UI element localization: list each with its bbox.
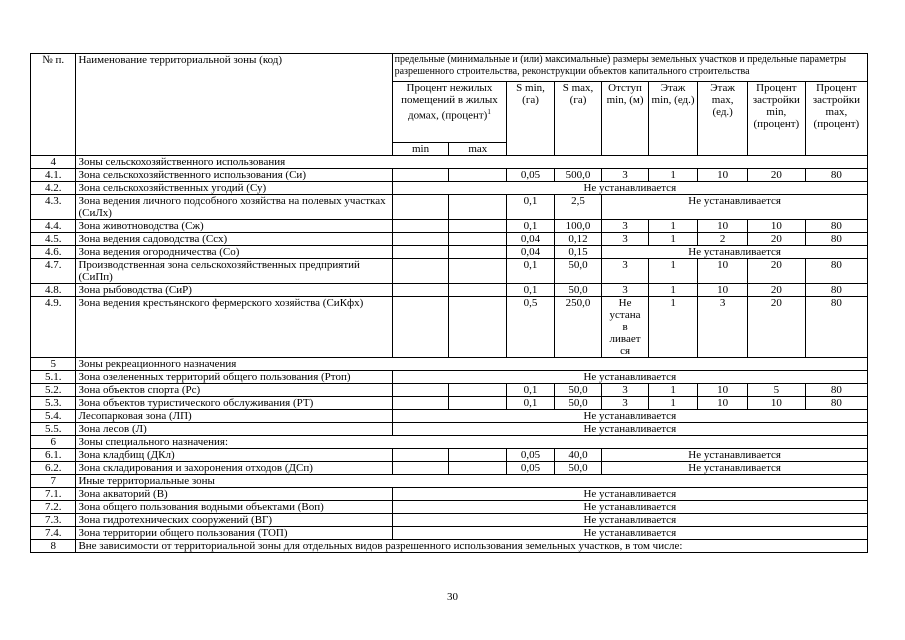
zone-name: Зона общего пользования водными объектами (Воп): [76, 501, 392, 514]
percent-nonres-min: [392, 169, 449, 182]
table-row: [31, 384, 868, 397]
setback-value: 3: [602, 284, 648, 297]
coverage-min-value: 20: [747, 259, 805, 284]
section-title: Иные территориальные зоны: [76, 475, 868, 488]
header-setback-min: Отступ min, (м): [602, 82, 648, 156]
setback-value: 3: [602, 169, 648, 182]
percent-nonres-max: [449, 284, 507, 297]
coverage-max-value: 80: [805, 169, 867, 182]
header-s-min: S min, (га): [507, 82, 555, 156]
setback-not-set: Не устанав ливает ся: [602, 297, 648, 358]
floors-min-value: 1: [648, 297, 698, 358]
percent-nonres-max: [449, 259, 507, 284]
percent-nonres-min: [392, 220, 449, 233]
s-max-value: 100,0: [554, 220, 602, 233]
zone-name: Зона объектов спорта (Рс): [76, 384, 392, 397]
zone-name: Зона сельскохозяйственного использования (Си): [76, 169, 392, 182]
floors-min-value: 1: [648, 220, 698, 233]
row-number: 4.5.: [31, 233, 76, 246]
floors-max-value: 10: [698, 384, 748, 397]
not-set-value: Не устанавливается: [392, 488, 867, 501]
percent-nonres-max: [449, 462, 507, 475]
zone-name: Зона сельскохозяйственных угодий (Су): [76, 182, 392, 195]
percent-nonres-max: [449, 384, 507, 397]
zone-name: Зона акваторий (В): [76, 488, 392, 501]
zone-name: Зона животноводства (Сж): [76, 220, 392, 233]
percent-nonres-min: [392, 195, 449, 220]
s-max-value: 50,0: [554, 462, 602, 475]
zone-name: Производственная зона сельскохозяйственных предприятий (СиПп): [76, 259, 392, 284]
s-max-value: 0,12: [554, 233, 602, 246]
zone-name: Зона рыбоводства (СиР): [76, 284, 392, 297]
table-row: [31, 514, 868, 527]
floors-max-value: 10: [698, 397, 748, 410]
not-set-value: Не устанавливается: [392, 501, 867, 514]
coverage-max-value: 80: [805, 397, 867, 410]
row-number: 5.1.: [31, 371, 76, 384]
s-min-value: 0,1: [507, 195, 555, 220]
zoning-parameters-table: [30, 53, 868, 553]
footer-note: Вне зависимости от территориальной зоны для отдельных видов разрешенного использования земельных участков, в том числе:: [76, 540, 868, 553]
table-row: [31, 527, 868, 540]
s-min-value: 0,1: [507, 384, 555, 397]
row-number: 7.2.: [31, 501, 76, 514]
not-set-value: Не устанавливается: [392, 371, 867, 384]
table-row: [31, 436, 868, 449]
floors-min-value: 1: [648, 397, 698, 410]
floors-min-value: 1: [648, 233, 698, 246]
table-row: [31, 358, 868, 371]
zone-name: Зона лесов (Л): [76, 423, 392, 436]
percent-nonres-min: [392, 259, 449, 284]
setback-value: 3: [602, 397, 648, 410]
s-max-value: 50,0: [554, 397, 602, 410]
coverage-min-value: 10: [747, 397, 805, 410]
table-row: [31, 449, 868, 462]
s-min-value: 0,05: [507, 449, 555, 462]
header-sub-max: max: [449, 143, 507, 156]
s-max-value: 500,0: [554, 169, 602, 182]
zone-name: Зона кладбищ (ДКл): [76, 449, 392, 462]
row-number: 6.1.: [31, 449, 76, 462]
zone-name: Зона ведения крестьянского фермерского хозяйства (СиКфх): [76, 297, 392, 358]
not-set-value: Не устанавливается: [392, 182, 867, 195]
coverage-min-value: 20: [747, 169, 805, 182]
zone-name: Зона озелененных территорий общего пользования (Ртоп): [76, 371, 392, 384]
coverage-min-value: 10: [747, 220, 805, 233]
row-number: 4.2.: [31, 182, 76, 195]
row-number: 7: [31, 475, 76, 488]
s-min-value: 0,1: [507, 397, 555, 410]
coverage-max-value: 80: [805, 284, 867, 297]
s-max-value: 250,0: [554, 297, 602, 358]
percent-nonres-max: [449, 449, 507, 462]
table-row: [31, 410, 868, 423]
coverage-max-value: 80: [805, 220, 867, 233]
table-row: [31, 488, 868, 501]
section-title: Зоны рекреационного назначения: [76, 358, 868, 371]
coverage-min-value: 20: [747, 233, 805, 246]
s-min-value: 0,04: [507, 246, 555, 259]
table-row: [31, 397, 868, 410]
section-title: Зоны сельскохозяйственного использования: [76, 156, 868, 169]
row-number: 8: [31, 540, 76, 553]
floors-min-value: 1: [648, 384, 698, 397]
not-set-value: Не устанавливается: [392, 514, 867, 527]
header-floors-max: Этаж max, (ед.): [698, 82, 748, 156]
floors-max-value: 10: [698, 169, 748, 182]
row-number: 4.8.: [31, 284, 76, 297]
s-max-value: 2,5: [554, 195, 602, 220]
table-row: [31, 297, 868, 358]
setback-value: 3: [602, 220, 648, 233]
coverage-max-value: 80: [805, 259, 867, 284]
percent-nonres-min: [392, 384, 449, 397]
section-title: Зоны специального назначения:: [76, 436, 868, 449]
not-set-value: Не устанавливается: [602, 449, 868, 462]
percent-nonres-max: [449, 233, 507, 246]
zone-name: Зона гидротехнических сооружений (ВГ): [76, 514, 392, 527]
floors-max-value: 10: [698, 220, 748, 233]
header-coverage-min: Процент застройки min, (процент): [747, 82, 805, 156]
header-coverage-max: Процент застройки max, (процент): [805, 82, 867, 156]
floors-min-value: 1: [648, 259, 698, 284]
zone-name: Зона ведения личного подсобного хозяйства на полевых участках (СиЛх): [76, 195, 392, 220]
s-min-value: 0,1: [507, 220, 555, 233]
percent-nonres-min: [392, 233, 449, 246]
percent-nonres-max: [449, 169, 507, 182]
coverage-min-value: 20: [747, 284, 805, 297]
floors-max-value: 10: [698, 284, 748, 297]
table-body: [31, 156, 868, 553]
not-set-value: Не устанавливается: [602, 246, 868, 259]
zone-name: Зона объектов туристического обслуживания (РТ): [76, 397, 392, 410]
s-max-value: 40,0: [554, 449, 602, 462]
header-number: № п.: [31, 54, 76, 156]
zone-name: Зона территории общего пользования (ТОП): [76, 527, 392, 540]
table-row: [31, 220, 868, 233]
table-row: [31, 423, 868, 436]
page-number: 30: [447, 591, 458, 603]
table-row: [31, 371, 868, 384]
table-row: [31, 501, 868, 514]
table-row: [31, 540, 868, 553]
coverage-max-value: 80: [805, 384, 867, 397]
s-min-value: 0,04: [507, 233, 555, 246]
s-max-value: 50,0: [554, 284, 602, 297]
percent-nonres-max: [449, 397, 507, 410]
percent-nonres-min: [392, 284, 449, 297]
row-number: 7.3.: [31, 514, 76, 527]
coverage-min-value: 20: [747, 297, 805, 358]
s-min-value: 0,05: [507, 169, 555, 182]
percent-nonres-min: [392, 462, 449, 475]
floors-min-value: 1: [648, 169, 698, 182]
s-min-value: 0,1: [507, 284, 555, 297]
row-number: 4.9.: [31, 297, 76, 358]
table-row: [31, 182, 868, 195]
row-number: 4.7.: [31, 259, 76, 284]
table-row: [31, 259, 868, 284]
header-s-max: S max, (га): [554, 82, 602, 156]
table-row: [31, 475, 868, 488]
floors-max-value: 2: [698, 233, 748, 246]
percent-nonres-max: [449, 195, 507, 220]
table-row: [31, 462, 868, 475]
row-number: 5.2.: [31, 384, 76, 397]
percent-nonres-min: [392, 397, 449, 410]
s-max-value: 50,0: [554, 384, 602, 397]
s-min-value: 0,05: [507, 462, 555, 475]
setback-value: 3: [602, 259, 648, 284]
row-number: 4: [31, 156, 76, 169]
row-number: 4.3.: [31, 195, 76, 220]
not-set-value: Не устанавливается: [602, 195, 868, 220]
coverage-max-value: 80: [805, 297, 867, 358]
table-row: [31, 246, 868, 259]
header-floors-min: Этаж min, (ед.): [648, 82, 698, 156]
floors-max-value: 3: [698, 297, 748, 358]
not-set-value: Не устанавливается: [392, 410, 867, 423]
not-set-value: Не устанавливается: [392, 423, 867, 436]
row-number: 4.6.: [31, 246, 76, 259]
row-number: 7.4.: [31, 527, 76, 540]
not-set-value: Не устанавливается: [392, 527, 867, 540]
s-max-value: 50,0: [554, 259, 602, 284]
row-number: 5: [31, 358, 76, 371]
percent-nonres-max: [449, 246, 507, 259]
row-number: 5.3.: [31, 397, 76, 410]
s-min-value: 0,5: [507, 297, 555, 358]
table-row: [31, 284, 868, 297]
zone-name: Зона складирования и захоронения отходов (ДСп): [76, 462, 392, 475]
row-number: 5.5.: [31, 423, 76, 436]
header-zone-name: Наименование территориальной зоны (код): [76, 54, 392, 156]
floors-min-value: 1: [648, 284, 698, 297]
zone-name: Зона ведения садоводства (Ссх): [76, 233, 392, 246]
row-number: 4.1.: [31, 169, 76, 182]
floors-max-value: 10: [698, 259, 748, 284]
not-set-value: Не устанавливается: [602, 462, 868, 475]
percent-nonres-max: [449, 297, 507, 358]
percent-nonres-max: [449, 220, 507, 233]
coverage-min-value: 5: [747, 384, 805, 397]
table-row: [31, 195, 868, 220]
row-number: 4.4.: [31, 220, 76, 233]
header-percent-nonresidential: Процент нежилых помещений в жилых домах, (процент)$^1$: [392, 82, 507, 143]
row-number: 5.4.: [31, 410, 76, 423]
row-number: 6.2.: [31, 462, 76, 475]
header-sub-min: min: [392, 143, 449, 156]
setback-value: 3: [602, 233, 648, 246]
table-row: [31, 156, 868, 169]
row-number: 6: [31, 436, 76, 449]
percent-nonres-min: [392, 297, 449, 358]
row-number: 7.1.: [31, 488, 76, 501]
s-max-value: 0,15: [554, 246, 602, 259]
setback-value: 3: [602, 384, 648, 397]
percent-nonres-min: [392, 449, 449, 462]
zone-name: Зона ведения огородничества (Со): [76, 246, 392, 259]
header-group-title: предельные (минимальные и (или) максимальные) размеры земельных участков и предельные параметры разрешенного строительства, реконструкции объектов капитального строительства: [392, 54, 867, 82]
s-min-value: 0,1: [507, 259, 555, 284]
table-row: [31, 233, 868, 246]
coverage-max-value: 80: [805, 233, 867, 246]
zone-name: Лесопарковая зона (ЛП): [76, 410, 392, 423]
table-row: [31, 169, 868, 182]
percent-nonres-min: [392, 246, 449, 259]
